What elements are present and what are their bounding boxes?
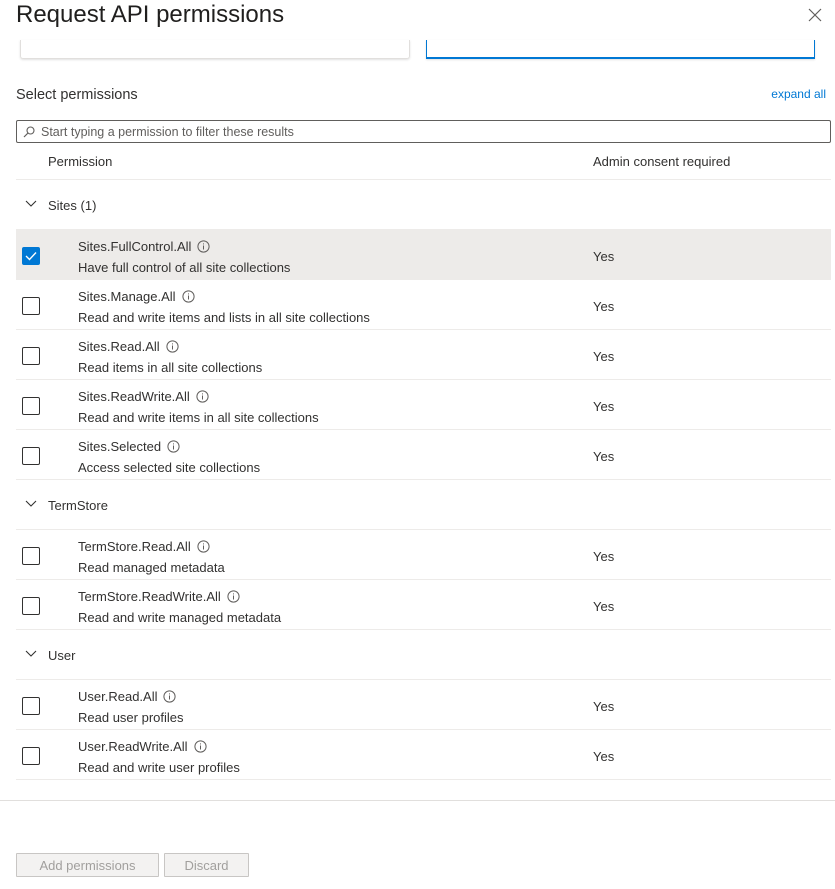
permission-row[interactable]	[16, 230, 831, 280]
permission-name-line	[78, 439, 180, 454]
expand-all-link[interactable]: expand all	[771, 87, 826, 101]
permission-name-line	[78, 539, 210, 554]
admin-consent-value: Yes	[593, 249, 615, 264]
info-icon[interactable]	[167, 440, 180, 453]
admin-consent-value: Yes	[593, 699, 615, 714]
group-header[interactable]	[16, 480, 831, 530]
permission-row[interactable]	[16, 680, 831, 730]
permission-row[interactable]	[16, 580, 831, 630]
add-permissions-button[interactable]: Add permissions	[16, 853, 159, 877]
search-icon	[23, 126, 35, 138]
permission-checkbox[interactable]	[22, 597, 40, 615]
permission-name: Sites.Manage.All	[78, 289, 176, 304]
permission-name-line	[78, 589, 240, 604]
permission-description: Read user profiles	[78, 710, 184, 725]
permission-row[interactable]	[16, 280, 831, 330]
permission-checkbox[interactable]	[22, 297, 40, 315]
permission-name-line	[78, 239, 210, 254]
admin-consent-value: Yes	[593, 299, 615, 314]
column-header-admin-consent: Admin consent required	[593, 154, 731, 169]
info-icon[interactable]	[163, 690, 176, 703]
permission-row[interactable]	[16, 730, 831, 780]
close-icon	[808, 8, 822, 22]
permission-checkbox[interactable]	[22, 747, 40, 765]
permission-name: User.Read.All	[78, 689, 158, 704]
info-icon[interactable]	[194, 740, 207, 753]
group-header[interactable]	[16, 630, 831, 680]
admin-consent-value: Yes	[593, 399, 615, 414]
checkmark-icon	[25, 251, 37, 261]
close-button[interactable]	[804, 4, 826, 26]
permission-description: Access selected site collections	[78, 460, 261, 475]
permission-name-line	[78, 289, 195, 304]
chevron-down-icon	[25, 200, 37, 208]
permissions-table	[16, 142, 831, 780]
info-icon[interactable]	[227, 590, 240, 603]
admin-consent-value: Yes	[593, 599, 615, 614]
permission-row[interactable]	[16, 330, 831, 380]
discard-button[interactable]: Discard	[164, 853, 249, 877]
permission-name: User.ReadWrite.All	[78, 739, 188, 754]
info-icon[interactable]	[182, 290, 195, 303]
permission-description: Have full control of all site collections	[78, 260, 291, 275]
permission-checkbox[interactable]	[22, 397, 40, 415]
admin-consent-value: Yes	[593, 549, 615, 564]
permission-name: Sites.ReadWrite.All	[78, 389, 190, 404]
permission-name: Sites.Selected	[78, 439, 162, 454]
permission-name-line	[78, 339, 179, 354]
permission-description: Read and write items and lists in all site collections	[78, 310, 370, 325]
group-name: Sites (1)	[48, 198, 97, 213]
chevron-down-icon	[25, 500, 37, 508]
admin-consent-value: Yes	[593, 349, 615, 364]
footer-divider	[0, 800, 835, 801]
permission-row[interactable]	[16, 530, 831, 580]
permission-description: Read items in all site collections	[78, 360, 263, 375]
group-name: TermStore	[48, 498, 108, 513]
permission-description: Read managed metadata	[78, 560, 225, 575]
permission-name: Sites.FullControl.All	[78, 239, 192, 254]
table-body	[16, 180, 831, 780]
permission-row[interactable]	[16, 430, 831, 480]
admin-consent-value: Yes	[593, 749, 615, 764]
info-icon[interactable]	[197, 540, 210, 553]
permission-checkbox[interactable]	[22, 247, 40, 265]
permission-checkbox[interactable]	[22, 697, 40, 715]
select-permissions-label: Select permissions	[16, 87, 138, 103]
page-title: Request API permissions	[16, 1, 285, 28]
permission-filter[interactable]	[16, 120, 831, 143]
permission-name-line	[78, 739, 207, 754]
permission-description: Read and write items in all site collections	[78, 410, 319, 425]
admin-consent-value: Yes	[593, 449, 615, 464]
chevron-down-icon	[25, 650, 37, 658]
info-icon[interactable]	[166, 340, 179, 353]
permission-name: Sites.Read.All	[78, 339, 160, 354]
group-header[interactable]	[16, 180, 831, 230]
permission-row[interactable]	[16, 380, 831, 430]
group-name: User	[48, 648, 76, 663]
permission-checkbox[interactable]	[22, 547, 40, 565]
permission-filter-input[interactable]	[35, 122, 830, 142]
permission-checkbox[interactable]	[22, 447, 40, 465]
permission-name: TermStore.Read.All	[78, 539, 191, 554]
permission-description: Read and write managed metadata	[78, 610, 282, 625]
permission-name: TermStore.ReadWrite.All	[78, 589, 221, 604]
column-header-permission: Permission	[48, 154, 113, 169]
api-card-left[interactable]	[20, 40, 410, 59]
table-header	[16, 142, 831, 180]
api-card-right[interactable]	[426, 40, 815, 59]
info-icon[interactable]	[196, 390, 209, 403]
info-icon[interactable]	[197, 240, 210, 253]
permission-description: Read and write user profiles	[78, 760, 240, 775]
permission-name-line	[78, 689, 176, 704]
permission-checkbox[interactable]	[22, 347, 40, 365]
permission-name-line	[78, 389, 209, 404]
